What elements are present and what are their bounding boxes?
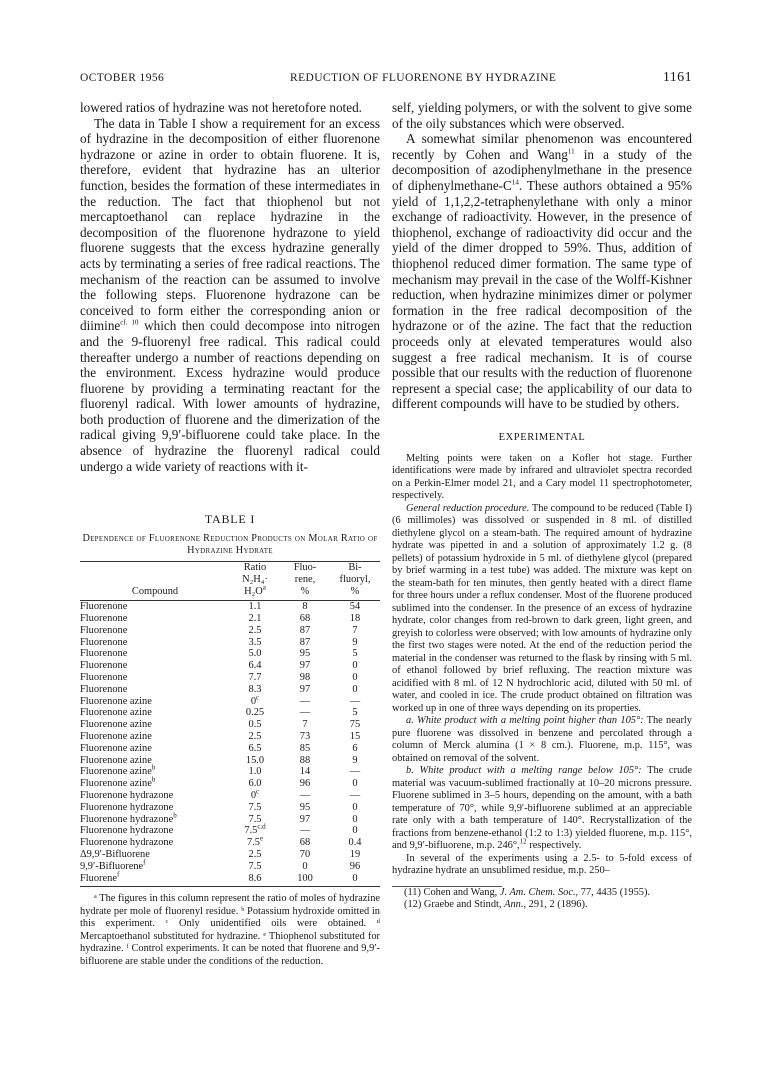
cell-bifluoryl: 0 (352, 683, 358, 695)
cell-ratio-text: 6.5 (248, 742, 262, 754)
cell-compound (80, 625, 230, 637)
cell-ratio (230, 814, 280, 826)
ref12-authors: (12) Graebe and Stindt, (404, 899, 505, 911)
cell-compound-text: Fluorenone hydrazone (80, 801, 174, 813)
table-row (80, 684, 380, 696)
cell-ratio-text: 6.4 (248, 660, 262, 672)
cell-compound-text: Fluorenone hydrazone (80, 825, 174, 837)
cell-ratio-text: 0.25 (245, 707, 265, 719)
experimental-paragraph-5: In several of the experiments using a 2.5- to 5-fold excess of hydrazine hydrate an unsublimed residue, m.p. 250– (392, 852, 692, 877)
cell-ratio (230, 601, 280, 613)
ref11-details: 77, 4435 (1955). (578, 886, 651, 898)
cell-bifluoryl: 7 (352, 624, 358, 636)
table-caption: Dependence of Fluorenone Reduction Products on Molar Ratio of Hydrazine Hydrate (82, 533, 378, 557)
cell-ratio (230, 861, 280, 873)
cell-compound-text: Fluorenone azine (80, 742, 152, 754)
cell-fluorene: 87 (299, 636, 311, 648)
table-row (80, 814, 380, 826)
table-row (80, 849, 380, 861)
cell-fluorene: 88 (299, 754, 311, 766)
cell-fluorene: — (299, 695, 311, 707)
cell-ratio-text: 1.1 (248, 601, 262, 613)
cell-ratio-note: c,d (257, 822, 266, 831)
cell-ratio (230, 613, 280, 625)
cell-ratio (230, 637, 280, 649)
table-row (80, 802, 380, 814)
method-a-heading: a. White product with a melting point higher than 105°: (406, 715, 644, 727)
cell-fluorene: 73 (299, 731, 311, 743)
cell-fluorene: — (299, 825, 311, 837)
ref11-authors: (11) Cohen and Wang, (404, 886, 500, 898)
cell-ratio-text: 2.5 (248, 624, 262, 636)
cell-fluorene: — (299, 790, 311, 801)
cell-bifluoryl: 96 (349, 860, 361, 872)
header-date: OCTOBER 1956 (80, 72, 165, 84)
right-paragraph-2 (392, 131, 692, 412)
method-b-tail: respectively. (526, 840, 582, 852)
cell-ratio (230, 672, 280, 684)
cell-compound-text: Fluorenone azine (80, 719, 152, 731)
cell-ratio (230, 743, 280, 755)
reference-11 (392, 887, 692, 900)
cell-fluorene: 85 (299, 742, 311, 754)
right-p2-b: in a study of the decomposition of azodiphenylmethane in the presence of diphenylmethane-C (392, 146, 692, 193)
table-footnotes: ᵃ The figures in this column represent the ratio of moles of hydrazine hydrate per mole of fluorenyl residue. ᵇ Potassium hydroxide omitted in this experiment. ᶜ Only unidentified oils were obtained. ᵈ Mercaptoethanol substituted for hydrazine. ᵉ Thiophenol substituted for hydrazine. ᶠ Control experiments. It can be noted that fluorene and 9,9′-bifluorene are stable under the conditions of the reduction. (80, 893, 381, 967)
cell-compound-text: Δ9,9′-Bifluorene (80, 848, 150, 860)
cell-ratio-note: c (256, 693, 260, 702)
header-compound: Compound (80, 586, 230, 601)
cell-ratio-text: 7.7 (248, 672, 262, 684)
table-row (80, 601, 380, 613)
paragraph-2 (80, 116, 380, 475)
right-paragraph-1: self, yielding polymers, or with the solvent to give some of the oily substances which were observed. (392, 100, 692, 131)
cell-ratio-text: 15.0 (245, 754, 265, 766)
procedure-heading: General reduction procedure. (406, 502, 530, 514)
paragraph-2-tail: which then could decompose into nitrogen and the 9-fluorenyl free radical. This radical could thereafter undergo a number of reactions depending on the environment. Excess hydrazine would produce fluorene by providing a terminating reactant for the fluorenyl radical. With lower amounts of hydrazine, both production of fluorene and the dimerization of the radical giving 9,9′-bifluorene could take place. In the absence of hydrazine the fluorenyl radical could undergo a wide variety of reactions with it- (80, 318, 380, 474)
experimental-paragraph-2 (392, 503, 692, 716)
cell-ratio (230, 707, 280, 719)
cell-ratio-note: e (259, 834, 264, 843)
ref12-journal: Ann., (504, 899, 527, 911)
right-p2-c: . These authors obtained a 95% yield of 1,1,2,2-tetraphenylethane with only a minor exchange of radioactivity. However, in the presence of thiophenol, exchange of radioactivity did occur and the yield of the dimer dropped to 59%. Thus, addition of thiophenol reduced dimer formation. The same type of mechanism may prevail in the case of the Wolff-Kishner reduction, when hydrazine minimizes dimer or polymer formation in the free radical decomposition of the hydrazone or of the azine. The fact that the reduction proceeds only at elevated temperatures would also suggest a free radical mechanism. It is of course possible that our results with the reduction of fluorenone represent a special case; the applicability of our data to different compounds will have to be studied by others. (392, 177, 692, 412)
cell-ratio (230, 802, 280, 814)
cell-ratio (230, 648, 280, 660)
experimental-paragraph-3 (392, 715, 692, 765)
header-fluo-3: % (280, 586, 330, 601)
cell-fluorene: 7 (302, 719, 308, 731)
cell-ratio-text: 2.5 (248, 848, 262, 860)
table-row (80, 743, 380, 755)
cell-fluorene: 100 (280, 873, 330, 887)
cell-ratio-text: 0 (250, 790, 257, 801)
cell-ratio (230, 849, 280, 861)
header-bi-2: fluoryl, (339, 574, 371, 586)
left-column (80, 100, 380, 968)
cell-ratio-text: 7.5 (246, 837, 260, 849)
cell-compound (80, 684, 230, 696)
cell-compound-text: Fluorenone (80, 624, 128, 636)
cell-fluorene: 87 (299, 624, 311, 636)
table-title: TABLE I (204, 512, 256, 527)
cell-compound (80, 837, 230, 849)
cell-compound-note: f (116, 870, 120, 879)
experimental-paragraph-4 (392, 765, 692, 853)
cell-ratio (230, 660, 280, 672)
right-p2-sup14: 14 (511, 178, 519, 187)
cell-ratio (230, 766, 280, 778)
cell-bifluoryl: — (349, 695, 361, 707)
cell-compound-note: f (143, 858, 146, 867)
ref11-journal: J. Am. Chem. Soc., (499, 886, 579, 898)
cell-compound-note: b (173, 811, 177, 820)
ref12-details: 291, 2 (1896). (526, 899, 588, 911)
table-row (80, 672, 380, 684)
right-column (392, 100, 692, 912)
cell-bifluoryl: 75 (349, 719, 361, 731)
table-row (80, 696, 380, 708)
cell-ratio (230, 693, 280, 708)
cell-compound-text: Fluorenone azine (80, 754, 152, 766)
cell-bifluoryl: 5 (352, 648, 358, 660)
cell-compound (80, 870, 230, 887)
cell-bifluoryl: 18 (349, 613, 361, 625)
cell-compound-text: Fluorenone (80, 613, 128, 625)
table-row (80, 719, 380, 731)
cell-compound-text: Fluorenone (80, 648, 128, 660)
cell-ratio-text: 2.5 (248, 731, 262, 743)
cell-bifluoryl: 0 (330, 873, 380, 887)
cell-ratio (230, 625, 280, 637)
cell-compound-text: Fluorenone (80, 660, 128, 672)
cell-compound (80, 825, 230, 837)
cell-ratio (230, 778, 280, 790)
table-row (80, 861, 380, 873)
table-row (80, 707, 380, 719)
cell-compound-text: Fluorenone hydrazone (80, 837, 174, 849)
paragraph-2-ref: cf. 10 (120, 318, 139, 327)
cell-fluorene: 95 (299, 801, 311, 813)
cell-compound (80, 637, 230, 649)
cell-bifluoryl: 0 (352, 801, 358, 813)
method-b-ref: 12 (519, 837, 527, 846)
header-bi-3: % (330, 586, 380, 601)
cell-fluorene: 14 (299, 766, 311, 778)
cell-compound (80, 648, 230, 660)
table-row (80, 825, 380, 837)
running-header (80, 72, 692, 90)
cell-ratio-text: 1.0 (248, 766, 262, 778)
page-number: 1161 (662, 70, 692, 85)
data-table (80, 561, 380, 887)
cell-compound (80, 743, 230, 755)
cell-ratio-text: 6.0 (248, 778, 262, 790)
cell-ratio-text: 0.5 (248, 719, 262, 731)
header-title: REDUCTION OF FLUORENONE BY HYDRAZINE (290, 72, 557, 84)
cell-bifluoryl: 0 (352, 672, 358, 684)
cell-compound-text: Fluorenone azine (80, 766, 152, 778)
table-row (80, 873, 380, 887)
cell-ratio-text: 5.0 (248, 648, 262, 660)
table-row (80, 778, 380, 790)
cell-compound (80, 719, 230, 731)
cell-compound-text: Fluorenone hydrazone (80, 790, 174, 801)
cell-compound-text: Fluorenone hydrazone (80, 813, 174, 825)
cell-ratio (230, 822, 280, 837)
cell-compound-text: Fluorenone azine (80, 731, 152, 743)
table-row (80, 731, 380, 743)
cell-bifluoryl: 9 (352, 754, 358, 766)
cell-bifluoryl: — (349, 790, 361, 801)
cell-fluorene: 98 (299, 672, 311, 684)
header-fluo-2: rene, (294, 574, 316, 586)
cell-bifluoryl: 0 (352, 778, 358, 790)
header-bi-1: Bi- (348, 562, 362, 574)
cell-ratio (230, 834, 280, 849)
cell-ratio (230, 755, 280, 767)
cell-bifluoryl: 0 (352, 660, 358, 672)
cell-bifluoryl: 5 (352, 707, 358, 719)
cell-compound-text: Fluorenone (80, 672, 128, 684)
table-row (80, 648, 380, 660)
cell-ratio-text: 7.5 (248, 801, 262, 813)
header-fluo-1: Fluo- (293, 562, 317, 574)
reference-12 (392, 899, 692, 912)
cell-compound-text: Fluorenone (80, 601, 128, 613)
cell-fluorene: 0 (302, 860, 308, 872)
cell-compound (80, 613, 230, 625)
cell-fluorene: 96 (299, 778, 311, 790)
table-row (80, 637, 380, 649)
cell-bifluoryl: 54 (349, 601, 361, 613)
section-heading-experimental: EXPERIMENTAL (498, 431, 586, 443)
cell-compound (80, 601, 230, 613)
cell-bifluoryl: — (349, 766, 361, 778)
cell-ratio (230, 719, 280, 731)
cell-compound-text: 9,9′-Bifluorene (80, 860, 144, 872)
table-row (80, 766, 380, 778)
right-p2-a: A somewhat similar phenomenon was encountered recently by Cohen and Wang (392, 131, 692, 162)
cell-bifluoryl: 19 (349, 848, 361, 860)
cell-compound-note: b (151, 775, 156, 784)
table-row (80, 755, 380, 767)
cell-ratio-text: 0 (250, 695, 257, 707)
header-ratio-1: Ratio (243, 562, 267, 574)
table-row (80, 613, 380, 625)
cell-ratio (230, 873, 280, 887)
header-ratio-3-text: H₂O (244, 586, 263, 598)
cell-fluorene: 97 (299, 683, 311, 695)
table-row (80, 837, 380, 849)
cell-bifluoryl: 15 (349, 731, 361, 743)
cell-bifluoryl: 6 (352, 742, 358, 754)
cell-ratio-text: 7.5 (248, 813, 262, 825)
cell-ratio (230, 684, 280, 696)
cell-bifluoryl: 9 (352, 636, 358, 648)
cell-compound-note: b (151, 763, 156, 772)
cell-fluorene: 70 (299, 848, 311, 860)
cell-compound (80, 790, 230, 802)
cell-ratio-text: 3.5 (248, 636, 262, 648)
table-row (80, 790, 380, 802)
right-p2-ref: 11 (567, 147, 575, 156)
cell-fluorene: 68 (299, 613, 311, 625)
cell-compound (80, 707, 230, 719)
cell-compound (80, 811, 230, 826)
cell-ratio-text: 7.5 (248, 860, 262, 872)
cell-bifluoryl: 0 (352, 825, 358, 837)
cell-compound-text: Fluorene (80, 872, 117, 884)
cell-compound-text: Fluorenone azine (80, 778, 152, 790)
cell-ratio-text: 2.1 (248, 613, 262, 625)
cell-fluorene: — (299, 707, 311, 719)
cell-compound (80, 696, 230, 708)
cell-ratio (230, 787, 280, 802)
header-ratio-sup: a (262, 583, 266, 592)
paragraph-2-text: The data in Table I show a requirement for an excess of hydrazine in the decomposition of either fluorenone hydrazone or azine in order to obtain fluorene. It is, therefore, evident that hydrazine has an ulterior function, besides the formation of these intermediates in the reduction. The fact that thiophenol but not mercaptoethanol can replace hydrazine in the decomposition of the fluorenone hydrazone to yield fluorene suggests that the excess hydrazine generally acts by terminating a series of free radical reactions. The mechanism of the reaction can be assumed to involve the following steps. Fluorenone hydrazone can be conceived to form either the corresponding anion or diimine (80, 115, 380, 334)
cell-ratio-note: c (256, 787, 260, 796)
cell-compound (80, 672, 230, 684)
cell-compound (80, 802, 230, 814)
procedure-text: The compound to be reduced (Table I) (6 millimoles) was dissolved or suspended in 8 ml. of distilled diethylene glycol on a steam-bath. The required amount of hydrazine hydrate was pipetted in and a solution of approximately 1.2 g. (8 pellets) of potassium hydroxide in 5 ml. of diethylene glycol (prepared by brief warming in a test tube) was added. The mixture was kept on the steam-bath for ten minutes, then gently heated with a direct flame for three hours under a reflux condenser. Most of the fluorene produced sublimed into the condenser. In the presence of an excess of hydrazine hydrate, color changes from red-brown to dark green, light green, and greyish to colorless were observed; with low amounts of hydrazine only the first two stages were noted. At the end of the reduction period the material in the condenser was returned to the flask by rinsing with 5 ml. of ethanol followed by brief refluxing. The reaction mixture was acidified with 8 ml. of 12 N hydrochloric acid, diluted with 50 ml. of water, and cooled in ice. The crude product obtained on filtration was worked up in one of three ways depending on its properties. (392, 502, 692, 714)
cell-compound-text: Fluorenone azine (80, 695, 152, 707)
cell-fluorene: 8 (302, 601, 308, 613)
experimental-paragraph-1: Melting points were taken on a Kofler hot stage. Further identifications were made by infrared and ultraviolet spectra recorded on a Perkin-Elmer model 21, and a Cary model 11 spectrophotometer, respectively. (392, 452, 692, 502)
cell-fluorene: 68 (299, 837, 311, 849)
cell-compound (80, 858, 230, 873)
method-a-text: The nearly pure fluorene was dissolved in benzene and percolated through a column of Merck alumina (1 × 8 cm.). Fluorene, m.p. 115°, was obtained on removal of the solvent. (392, 715, 692, 764)
cell-compound-text: Fluorenone (80, 636, 128, 648)
paragraph-1: lowered ratios of hydrazine was not heretofore noted. (80, 100, 362, 115)
cell-compound (80, 660, 230, 672)
table-row (80, 660, 380, 672)
cell-ratio-text: 8.6 (248, 872, 262, 884)
method-b-heading: b. White product with a melting range below 105°: (406, 765, 642, 777)
cell-ratio-text: 7.5 (244, 825, 258, 837)
cell-ratio-text: 8.3 (248, 683, 262, 695)
cell-fluorene: 95 (299, 648, 311, 660)
header-ratio-2: N₂H₄· (242, 574, 268, 586)
method-b-text: The crude material was vacuum-sublimed fractionally at 10–20 microns pressure. Fluorene sublimed in 3–5 hours, depending on the amount, with a bath temperature of 70°, while 9,9′-bifluorene sublimed at an appreciable rate only with a bath temperature of 140°. Recrystallization of the fractions from benzene-ethanol (1:2 to 1:3) yielded fluorene, m.p. 115°, and 9,9′-bifluorene, m.p. 246°, (392, 765, 692, 852)
cell-compound-text: Fluorenone azine (80, 707, 152, 719)
cell-compound (80, 775, 230, 790)
cell-bifluoryl: 0 (352, 813, 358, 825)
table-body (80, 601, 380, 887)
cell-compound-text: Fluorenone (80, 683, 128, 695)
cell-bifluoryl: 0.4 (348, 837, 362, 849)
cell-ratio (230, 731, 280, 743)
cell-compound (80, 731, 230, 743)
cell-compound (80, 849, 230, 861)
header-ratio-3 (230, 583, 280, 601)
table-row (80, 625, 380, 637)
cell-fluorene: 97 (299, 813, 311, 825)
cell-fluorene: 97 (299, 660, 311, 672)
